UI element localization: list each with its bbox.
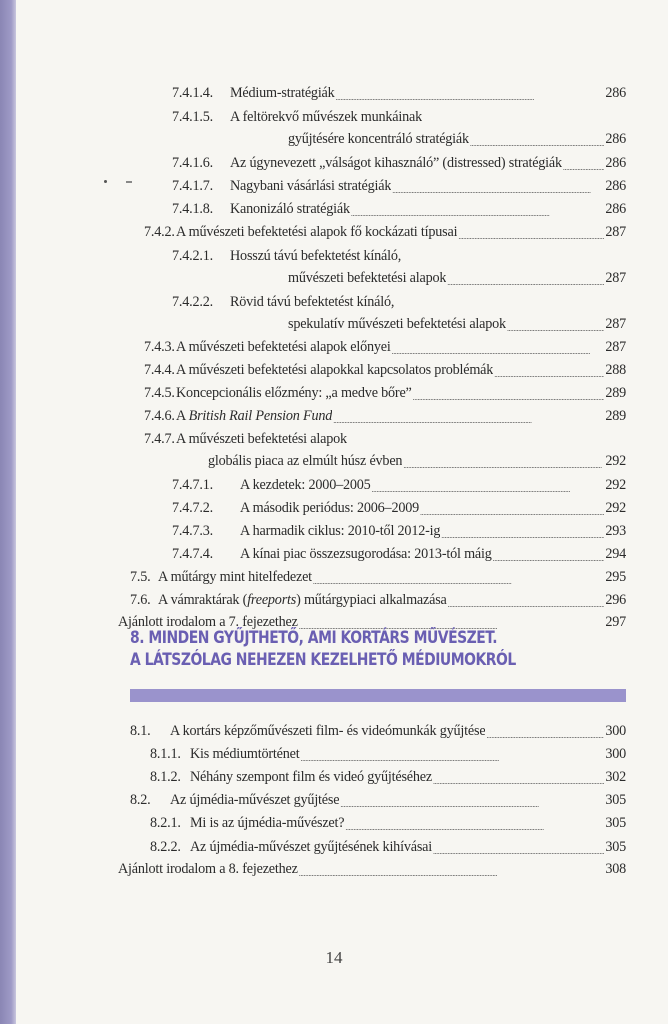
toc-dot-leader bbox=[507, 319, 604, 333]
toc-dot-leader bbox=[493, 549, 605, 563]
toc-page-number: 293 bbox=[605, 523, 626, 539]
toc-entry-title: A British Rail Pension Fund bbox=[176, 408, 333, 424]
toc-entry-number: 7.4.6. bbox=[144, 408, 175, 424]
toc-entry bbox=[130, 566, 626, 586]
toc-entry-title: Mi is az újmédia-művészet? bbox=[190, 815, 345, 831]
toc-page-number: 292 bbox=[605, 453, 626, 469]
toc-entry-title: Ajánlott irodalom a 8. fejezethez bbox=[118, 861, 298, 877]
chapter-heading-line-1: 8. MINDEN GYŰJTHETŐ, AMI KORTÁRS MŰVÉSZET. bbox=[130, 628, 498, 648]
toc-page-number: 296 bbox=[605, 592, 626, 608]
toc-page-number: 308 bbox=[605, 861, 626, 877]
toc-entry-title: művészeti befektetési alapok bbox=[288, 270, 447, 286]
toc-entry bbox=[172, 313, 626, 333]
toc-entry-title: Az újmédia-művészet gyűjtésének kihívásai bbox=[190, 839, 432, 855]
toc-entry-number: 7.4.1.8. bbox=[172, 201, 213, 217]
toc-page-number: 287 bbox=[605, 339, 626, 355]
toc-entry bbox=[172, 291, 626, 311]
toc-entry-number: 7.6. bbox=[130, 592, 151, 608]
toc-entry-title: A kortárs képzőművészeti film- és videómunkák gyűjtése bbox=[170, 723, 486, 739]
toc-entry-title: Az újmédia-művészet gyűjtése bbox=[170, 792, 340, 808]
toc-entry-number: 7.4.7.1. bbox=[172, 477, 213, 493]
toc-entry bbox=[172, 198, 626, 218]
toc-page-number: 300 bbox=[605, 723, 626, 739]
toc-entry-number: 7.4.2. bbox=[144, 224, 175, 240]
toc-entry-title: gyűjtésére koncentráló stratégiák bbox=[288, 131, 469, 147]
toc-entry-number: 8.1. bbox=[130, 723, 151, 739]
toc-entry bbox=[172, 497, 626, 517]
toc-entry bbox=[144, 221, 626, 241]
toc-dot-leader bbox=[433, 772, 604, 786]
toc-dot-leader bbox=[392, 342, 605, 356]
toc-entry-title: A művészeti befektetési alapok előnyei bbox=[176, 339, 391, 355]
toc-page-number: 286 bbox=[605, 85, 626, 101]
toc-entry-number: 8.1.1. bbox=[150, 746, 181, 762]
scan-speck bbox=[126, 181, 132, 183]
toc-dot-leader bbox=[301, 749, 605, 763]
toc-entry bbox=[150, 766, 626, 786]
toc-entry bbox=[172, 474, 626, 494]
toc-entry-number: 7.4.1.4. bbox=[172, 85, 213, 101]
toc-entry-number: 7.4.7.2. bbox=[172, 500, 213, 516]
toc-entry bbox=[172, 175, 626, 195]
toc-entry bbox=[118, 858, 626, 878]
toc-dot-leader bbox=[494, 365, 604, 379]
scan-speck bbox=[104, 180, 107, 183]
toc-entry bbox=[130, 720, 626, 740]
toc-entry-title: globális piaca az elmúlt húsz évben bbox=[208, 453, 403, 469]
toc-entry-number: 7.5. bbox=[130, 569, 151, 585]
toc-entry-title: spekulatív művészeti befektetési alapok bbox=[288, 316, 506, 332]
toc-dot-leader bbox=[351, 204, 604, 218]
toc-entry bbox=[150, 812, 626, 832]
toc-dot-leader bbox=[403, 456, 604, 470]
toc-entry-number: 7.4.1.6. bbox=[172, 155, 213, 171]
chapter-8-heading bbox=[130, 627, 537, 671]
toc-entry-title: A harmadik ciklus: 2010-től 2012-ig bbox=[240, 523, 441, 539]
toc-entry-number: 8.2. bbox=[130, 792, 151, 808]
toc-entry-number: 7.4.2.1. bbox=[172, 248, 213, 264]
toc-page-number: 305 bbox=[605, 792, 626, 808]
toc-page-number: 300 bbox=[605, 746, 626, 762]
toc-entry-title: A feltörekvő művészek munkáinak bbox=[230, 109, 422, 125]
toc-entry bbox=[150, 836, 626, 856]
toc-dot-leader bbox=[392, 181, 604, 195]
toc-entry-title: Ajánlott irodalom a 7. fejezethez bbox=[118, 614, 298, 630]
toc-dot-leader bbox=[420, 503, 604, 517]
toc-entry-number: 7.4.7.3. bbox=[172, 523, 213, 539]
toc-entry bbox=[144, 382, 626, 402]
toc-entry bbox=[172, 245, 626, 265]
chapter-heading-line-2: A LÁTSZÓLAG NEHEZEN KEZELHETŐ MÉDIUMOKRÓL bbox=[130, 650, 516, 670]
toc-entry-title: A művészeti befektetési alapok fő kockázati típusai bbox=[176, 224, 458, 240]
toc-entry bbox=[130, 589, 626, 609]
toc-entry-number: 7.4.2.2. bbox=[172, 294, 213, 310]
toc-dot-leader bbox=[333, 411, 604, 425]
toc-page-number: 292 bbox=[605, 500, 626, 516]
toc-dot-leader bbox=[448, 595, 605, 609]
toc-entry-title: A kezdetek: 2000–2005 bbox=[240, 477, 371, 493]
toc-entry-title: Kis médiumtörténet bbox=[190, 746, 300, 762]
toc-entry-title: A művészeti befektetési alapok bbox=[176, 431, 347, 447]
toc-entry-number: 7.4.5. bbox=[144, 385, 175, 401]
toc-entry-number: 8.2.2. bbox=[150, 839, 181, 855]
toc-dot-leader bbox=[441, 526, 604, 540]
toc-dot-leader bbox=[447, 273, 604, 287]
toc-page-number: 286 bbox=[605, 178, 626, 194]
toc-page-number: 289 bbox=[605, 385, 626, 401]
toc-dot-leader bbox=[313, 572, 604, 586]
toc-entry-title: A kínai piac összezsugorodása: 2013-tól máig bbox=[240, 546, 492, 562]
toc-page-number: 287 bbox=[605, 224, 626, 240]
toc-entry-title: Az úgynevezett „válságot kihasználó” (distressed) stratégiák bbox=[230, 155, 562, 171]
toc-entry bbox=[144, 428, 626, 448]
toc-entry-title: Médium-stratégiák bbox=[230, 85, 335, 101]
toc-entry-title: A művészeti befektetési alapokkal kapcsolatos problémák bbox=[176, 362, 494, 378]
toc-entry-title: Nagybani vásárlási stratégiák bbox=[230, 178, 392, 194]
toc-page-number: 295 bbox=[605, 569, 626, 585]
toc-dot-leader bbox=[345, 818, 604, 832]
toc-dot-leader bbox=[336, 88, 605, 102]
toc-dot-leader bbox=[372, 480, 605, 494]
toc-page-number: 288 bbox=[605, 362, 626, 378]
toc-page-number: 294 bbox=[605, 546, 626, 562]
toc-entry-number: 7.4.3. bbox=[144, 339, 175, 355]
toc-entry-title: Koncepcionális előzmény: „a medve bőre” bbox=[176, 385, 412, 401]
toc-page-number: 305 bbox=[605, 815, 626, 831]
toc-page-number: 302 bbox=[605, 769, 626, 785]
page-number: 14 bbox=[325, 948, 343, 967]
toc-entry-number: 7.4.4. bbox=[144, 362, 175, 378]
toc-entry bbox=[172, 128, 626, 148]
toc-entry bbox=[172, 82, 626, 102]
toc-entry-number: 8.1.2. bbox=[150, 769, 181, 785]
toc-entry bbox=[130, 789, 626, 809]
toc-entry bbox=[172, 106, 626, 126]
toc-page-number: 292 bbox=[605, 477, 626, 493]
toc-entry bbox=[172, 152, 626, 172]
toc-dot-leader bbox=[413, 388, 605, 402]
chapter-divider-bar bbox=[130, 689, 626, 702]
toc-page-number: 286 bbox=[605, 201, 626, 217]
toc-entry-number: 7.4.1.7. bbox=[172, 178, 213, 194]
toc-page-number: 286 bbox=[605, 131, 626, 147]
toc-page-number: 287 bbox=[605, 316, 626, 332]
toc-entry-title: Hosszú távú befektetést kínáló, bbox=[230, 248, 402, 264]
toc-entry-title: A vámraktárak (freeports) műtárgypiaci alkalmazása bbox=[158, 592, 447, 608]
toc-dot-leader bbox=[563, 158, 604, 172]
toc-entry bbox=[150, 743, 626, 763]
toc-entry bbox=[144, 450, 626, 470]
toc-entry-title: A második periódus: 2006–2009 bbox=[240, 500, 420, 516]
toc-entry-title: Kanonizáló stratégiák bbox=[230, 201, 350, 217]
toc-dot-leader bbox=[299, 864, 605, 878]
toc-dot-leader bbox=[458, 227, 604, 241]
toc-dot-leader bbox=[340, 795, 604, 809]
toc-page-number: 289 bbox=[605, 408, 626, 424]
toc-entry-title: Rövid távú befektetést kínáló, bbox=[230, 294, 395, 310]
toc-entry bbox=[144, 336, 626, 356]
toc-entry-number: 7.4.1.5. bbox=[172, 109, 213, 125]
toc-entry-title: A műtárgy mint hitelfedezet bbox=[158, 569, 312, 585]
toc-entry-number: 7.4.7.4. bbox=[172, 546, 213, 562]
toc-page-number: 305 bbox=[605, 839, 626, 855]
toc-dot-leader bbox=[433, 842, 604, 856]
toc-entry-title: Néhány szempont film és videó gyűjtéséhez bbox=[190, 769, 432, 785]
toc-page-number: 287 bbox=[605, 270, 626, 286]
toc-page-number: 297 bbox=[605, 614, 626, 630]
toc-entry-number: 7.4.7. bbox=[144, 431, 175, 447]
toc-entry bbox=[172, 267, 626, 287]
book-spine-edge bbox=[0, 0, 16, 1024]
toc-entry bbox=[144, 359, 626, 379]
toc-page-number: 286 bbox=[605, 155, 626, 171]
toc-dot-leader bbox=[470, 134, 604, 148]
toc-dot-leader bbox=[486, 726, 604, 740]
toc-entry-number: 8.2.1. bbox=[150, 815, 181, 831]
toc-entry bbox=[172, 543, 626, 563]
toc-entry bbox=[172, 520, 626, 540]
toc-entry bbox=[144, 405, 626, 425]
